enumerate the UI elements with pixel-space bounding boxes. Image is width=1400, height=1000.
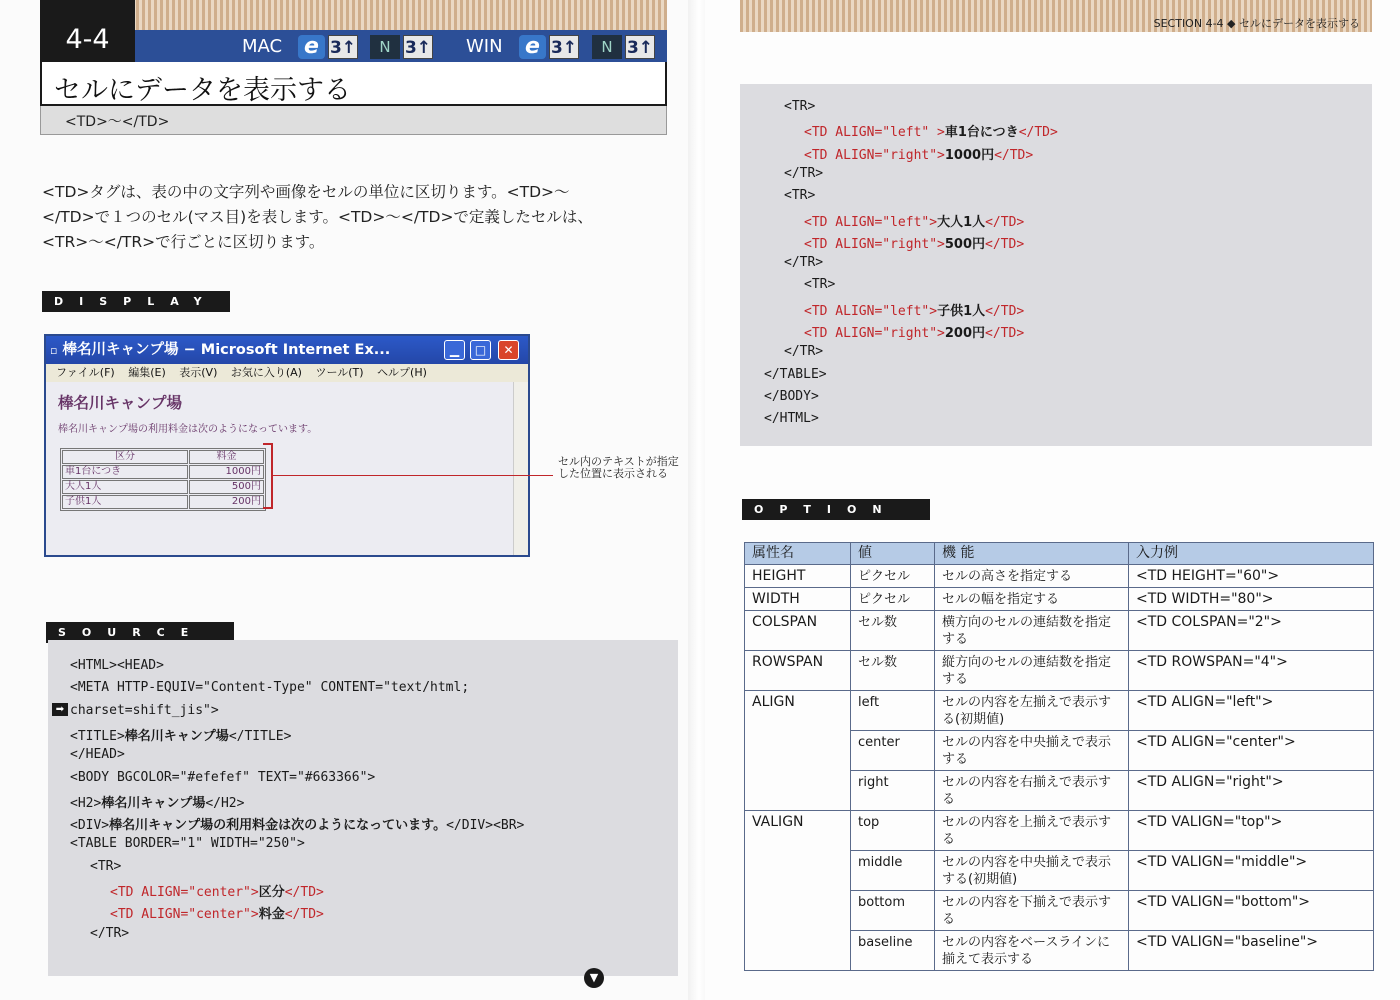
option-function: セルの内容を左揃えで表示する(初期値) [935,691,1129,731]
option-header-row [745,543,1374,565]
browser-content [46,382,513,557]
option-example: <TD ALIGN="left"> [1129,691,1374,731]
option-function: セルの内容をベースラインに揃えて表示する [935,931,1129,971]
code-line: <HTML><HEAD> [70,658,164,673]
table-cell: 区分 [62,450,188,464]
ie-icon: e [298,35,325,59]
section-number: 4-4 [40,0,135,62]
code-line: <TR> [784,188,816,204]
option-function: セルの内容を上揃えで表示する [935,811,1129,851]
option-attribute: HEIGHT [745,565,851,588]
option-function: セルの内容を下揃えで表示する [935,891,1129,931]
option-row [745,611,1374,651]
option-function: セルの内容を中央揃えで表示する(初期値) [935,851,1129,891]
code-line: <H2>棒名川キャンプ場</H2> [70,795,245,811]
netscape-version-badge: 3↑ [625,35,655,59]
option-example: <TD VALIGN="top"> [1129,811,1374,851]
option-attribute: COLSPAN [745,611,851,651]
table-cell: 子供1人 [62,495,188,509]
option-attribute: ROWSPAN [745,651,851,691]
code-line: <TR> [784,99,816,114]
code-line: </TR> [784,165,824,181]
callout-line [273,475,553,476]
code-line: <TD ALIGN="left">子供1人</TD> [804,303,1025,319]
table-cell: 1000円 [189,465,264,479]
code-line: </TR> [784,255,824,271]
intro-line: <TR>〜</TR>で行ごとに区切ります。 [42,233,325,251]
netscape-icon: N [592,35,622,59]
option-value: center [851,731,935,771]
code-line: <TD ALIGN="center">料金</TD> [110,907,324,923]
code-line: <TITLE>棒名川キャンプ場</TITLE> [70,728,292,744]
option-value: left [851,691,935,731]
menu-edit[interactable]: 編集(E) [128,366,166,379]
option-function: セルの内容を右揃えで表示する [935,771,1129,811]
subtitle: <TD>〜</TD> [65,114,170,130]
header-value: 値 [851,543,935,565]
ie-version-badge: 3↑ [549,35,579,59]
page-title-box [40,62,667,106]
option-example: <TD COLSPAN="2"> [1129,611,1374,651]
option-function: セルの高さを指定する [935,565,1129,588]
header-attribute: 属性名 [745,543,851,565]
code-line: </TR> [784,344,824,360]
option-value: ピクセル [851,565,935,588]
option-row [745,651,1374,691]
header-example: 入力例 [1129,543,1374,565]
minimize-icon[interactable]: ▁ [444,340,465,360]
menu-view[interactable]: 表示(V) [179,366,218,379]
option-example: <TD ROWSPAN="4"> [1129,651,1374,691]
option-function: セルの幅を指定する [935,588,1129,611]
option-attribute: ALIGN [745,691,851,811]
source-label: SOURCE [46,622,234,643]
option-example: <TD WIDTH="80"> [1129,588,1374,611]
code-line: </TABLE> [764,366,827,382]
code-line: <TD ALIGN="right">500円</TD> [804,236,1025,252]
option-table [744,542,1374,971]
code-line: </HTML> [764,411,819,427]
option-value: セル数 [851,651,935,691]
close-icon[interactable]: ✕ [498,340,519,360]
next-page-icon: ▼ [584,968,604,988]
code-line: <BODY BGCOLOR="#efefef" TEXT="#663366"> [70,769,376,785]
maximize-icon[interactable]: □ [470,340,491,360]
platform-bar [135,30,667,62]
option-value: bottom [851,891,935,931]
menu-file[interactable]: ファイル(F) [56,366,115,379]
table-cell: 200円 [189,495,264,509]
code-line: <TD ALIGN="left" >車1台につき</TD> [804,125,1058,141]
option-row [745,588,1374,611]
platform-win-label: WIN [466,36,503,57]
option-function: 縦方向のセルの連結数を指定する [935,651,1129,691]
option-value: セル数 [851,611,935,651]
menu-favorites[interactable]: お気に入り(A) [230,366,302,379]
code-line: </TR> [90,925,130,941]
code-line: <TD ALIGN="center">区分</TD> [110,885,324,900]
callout-note: セル内のテキストが指定した位置に表示される [558,455,679,480]
callout-bracket [263,443,273,509]
platform-mac-label: MAC [242,36,283,57]
vertical-scrollbar[interactable] [513,382,528,557]
table-row [62,480,264,494]
option-value: top [851,811,935,851]
option-label: OPTION [742,499,930,520]
table-cell: 500円 [189,480,264,494]
browser-window-title: 棒名川キャンプ場 − Microsoft Internet Ex... [62,342,391,358]
intro-line: <TD>タグは、表の中の文字列や画像をセルの単位に区切ります。<TD>〜 [42,183,570,201]
subtitle-bar [40,106,667,135]
code-line: <TR> [90,858,122,874]
option-example: <TD ALIGN="center"> [1129,731,1374,771]
browser-window [44,334,530,557]
option-row [745,565,1374,588]
option-attribute: WIDTH [745,588,851,611]
browser-menu-bar [46,364,528,382]
intro-line: </TD>で１つのセル(マス目)を表します。<TD>〜</TD>で定義したセルは、 [42,208,593,226]
table-row [62,450,264,464]
ie-icon: e [519,35,546,59]
code-line: <TR> [804,277,836,293]
option-value: ピクセル [851,588,935,611]
netscape-icon: N [370,35,400,59]
option-example: <TD VALIGN="middle"> [1129,851,1374,891]
code-line: charset=shift_jis"> [70,702,219,718]
code-line: <DIV>棒名川キャンプ場の利用料金は次のようになっています。</DIV><BR> [70,818,525,834]
option-example: <TD VALIGN="baseline"> [1129,931,1374,971]
option-function: セルの内容を中央揃えで表示する [935,731,1129,771]
demo-text: 棒名川キャンプ場の利用料金は次のようになっています。 [58,424,318,435]
table-cell: 車1台につき [62,465,188,479]
table-row [62,495,264,509]
running-header: SECTION 4-4 ◆ セルにデータを表示する [1153,17,1360,30]
code-line: </HEAD> [70,747,125,763]
code-line: <TD ALIGN="left">大人1人</TD> [804,214,1025,230]
option-function: 横方向のセルの連結数を指定する [935,611,1129,651]
table-cell: 大人1人 [62,480,188,494]
menu-help[interactable]: ヘルプ(H) [377,366,427,379]
option-example: <TD ALIGN="right"> [1129,771,1374,811]
demo-table [60,448,266,511]
page-title: セルにデータを表示する [54,75,351,106]
option-row [745,811,1374,851]
line-continuation-icon: ➡ [52,703,68,716]
code-line: <TABLE BORDER="1" WIDTH="250"> [70,836,305,852]
display-label: DISPLAY [42,291,230,312]
table-row [62,465,264,479]
ie-page-icon: ▫ [50,344,58,357]
header-function: 機 能 [935,543,1129,565]
option-value: right [851,771,935,811]
table-cell: 料金 [189,450,264,464]
option-example: <TD HEIGHT="60"> [1129,565,1374,588]
code-line: </BODY> [764,388,819,404]
code-line: <TD ALIGN="right">1000円</TD> [804,147,1034,163]
ie-version-badge: 3↑ [328,35,358,59]
netscape-version-badge: 3↑ [403,35,433,59]
option-row [745,691,1374,731]
demo-heading: 棒名川キャンプ場 [58,394,183,412]
option-value: baseline [851,931,935,971]
code-line: <TD ALIGN="right">200円</TD> [804,326,1025,341]
option-example: <TD VALIGN="bottom"> [1129,891,1374,931]
option-value: middle [851,851,935,891]
code-line: <META HTTP-EQUIV="Content-Type" CONTENT="text/html; [70,680,470,696]
option-attribute: VALIGN [745,811,851,971]
menu-tools[interactable]: ツール(T) [315,366,364,379]
